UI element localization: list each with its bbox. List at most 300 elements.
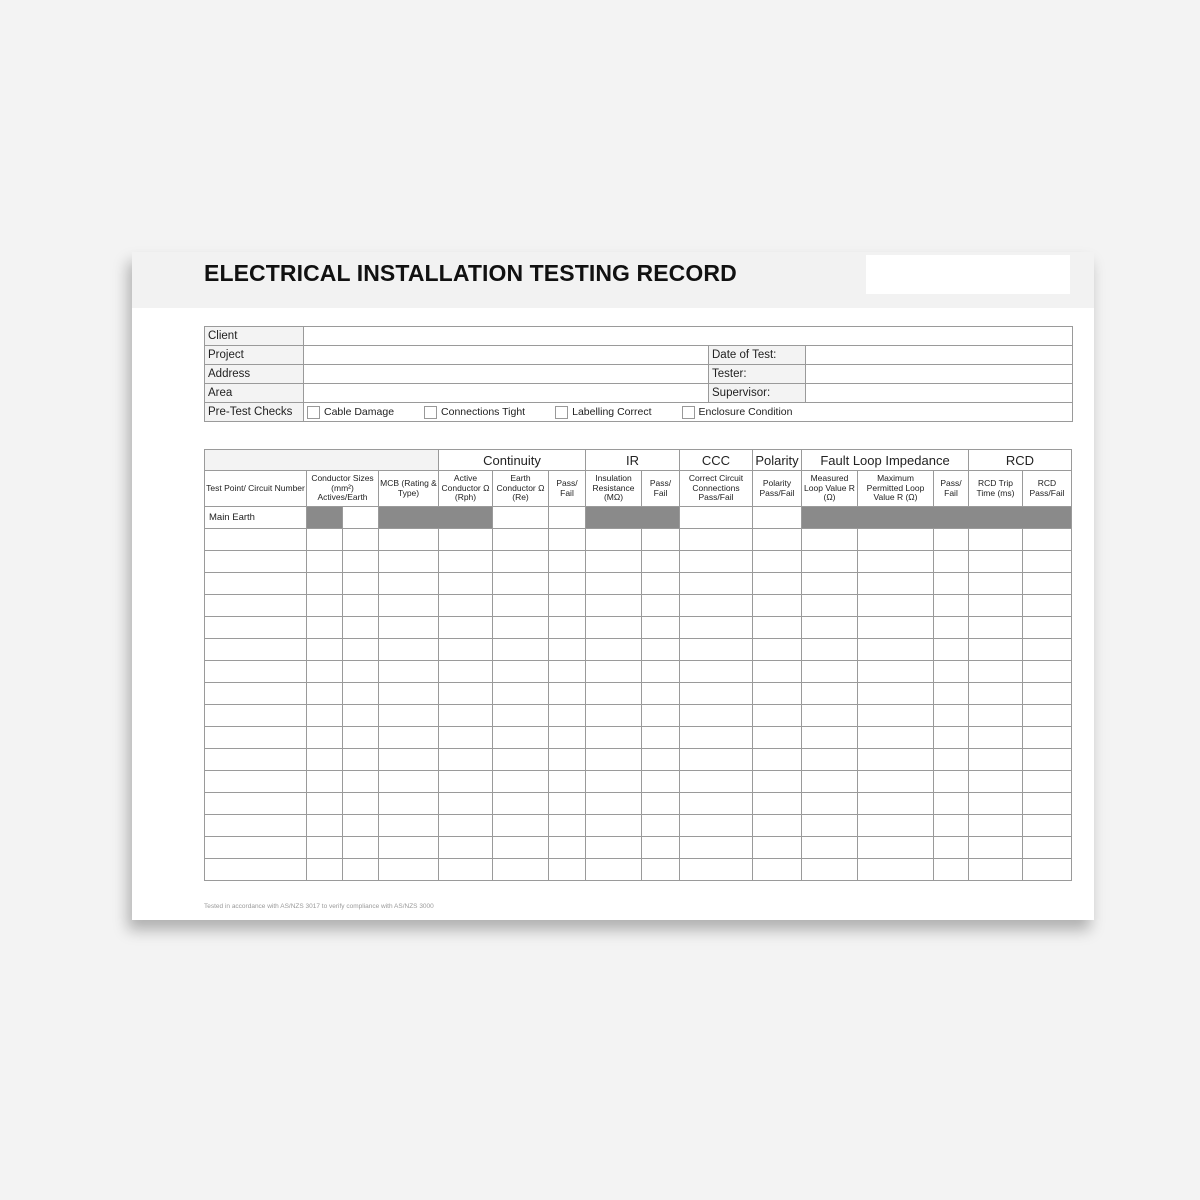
table-cell[interactable] [1023, 617, 1072, 639]
table-cell[interactable] [858, 727, 934, 749]
group-fault-loop-impedance: Fault Loop Impedance [802, 450, 969, 471]
table-cell[interactable] [586, 573, 642, 595]
table-cell[interactable] [205, 793, 307, 815]
table-cell[interactable] [343, 837, 379, 859]
table-cell[interactable] [680, 573, 753, 595]
table-cell[interactable] [969, 793, 1023, 815]
table-cell[interactable] [343, 859, 379, 881]
table-cell[interactable] [307, 573, 343, 595]
table-cell[interactable] [642, 859, 680, 881]
table-cell[interactable] [343, 529, 379, 551]
table-cell[interactable] [969, 683, 1023, 705]
table-cell[interactable] [802, 749, 858, 771]
table-cell[interactable] [343, 793, 379, 815]
table-cell[interactable] [753, 529, 802, 551]
pretest-checks-row [304, 403, 1073, 422]
table-cell[interactable] [642, 815, 680, 837]
table-cell[interactable] [934, 705, 969, 727]
table-cell[interactable] [493, 529, 549, 551]
table-cell[interactable] [1023, 551, 1072, 573]
table-cell[interactable] [205, 749, 307, 771]
table-cell[interactable] [802, 595, 858, 617]
table-cell[interactable] [586, 837, 642, 859]
table-cell[interactable] [205, 859, 307, 881]
table-cell[interactable] [586, 661, 642, 683]
table-cell[interactable] [934, 727, 969, 749]
header-earth-conductor: Earth Conductor Ω (Re) [493, 471, 549, 507]
table-cell[interactable] [753, 639, 802, 661]
table-cell[interactable] [753, 771, 802, 793]
table-cell[interactable] [802, 529, 858, 551]
table-cell[interactable] [343, 705, 379, 727]
table-cell[interactable] [343, 727, 379, 749]
table-cell[interactable] [307, 595, 343, 617]
table-cell[interactable] [549, 727, 586, 749]
table-cell[interactable] [205, 639, 307, 661]
tester-field[interactable] [806, 365, 1073, 384]
table-cell[interactable] [343, 771, 379, 793]
table-cell[interactable] [858, 771, 934, 793]
table-cell[interactable] [493, 683, 549, 705]
table-cell[interactable] [439, 749, 493, 771]
table-cell[interactable] [586, 771, 642, 793]
table-row [205, 683, 1072, 705]
table-cell[interactable] [934, 573, 969, 595]
table-cell[interactable] [969, 617, 1023, 639]
table-cell[interactable] [379, 705, 439, 727]
table-cell[interactable] [343, 617, 379, 639]
table-cell[interactable] [307, 749, 343, 771]
table-cell[interactable] [379, 551, 439, 573]
table-cell[interactable] [802, 837, 858, 859]
table-cell[interactable] [439, 683, 493, 705]
table-cell[interactable] [439, 551, 493, 573]
table-cell[interactable] [802, 661, 858, 683]
table-cell[interactable] [753, 727, 802, 749]
table-cell[interactable] [586, 617, 642, 639]
table-cell[interactable] [549, 661, 586, 683]
table-cell[interactable] [1023, 529, 1072, 551]
table-cell[interactable] [858, 705, 934, 727]
table-cell[interactable] [802, 617, 858, 639]
table-cell[interactable] [379, 573, 439, 595]
table-cell[interactable] [680, 551, 753, 573]
table-cell[interactable] [753, 837, 802, 859]
table-cell[interactable] [493, 595, 549, 617]
table-cell[interactable] [549, 529, 586, 551]
table-cell[interactable] [642, 793, 680, 815]
table-row [205, 617, 1072, 639]
table-cell[interactable] [934, 793, 969, 815]
table-cell[interactable] [753, 551, 802, 573]
date-of-test-field[interactable] [806, 346, 1073, 365]
table-cell[interactable] [379, 793, 439, 815]
table-cell[interactable] [307, 551, 343, 573]
table-cell[interactable] [969, 573, 1023, 595]
table-cell[interactable] [343, 573, 379, 595]
table-cell[interactable] [969, 771, 1023, 793]
table-cell[interactable] [802, 551, 858, 573]
table-cell[interactable] [858, 749, 934, 771]
table-cell[interactable] [205, 683, 307, 705]
table-cell[interactable] [586, 551, 642, 573]
table-cell[interactable] [642, 529, 680, 551]
table-cell[interactable] [493, 573, 549, 595]
table-cell[interactable] [379, 661, 439, 683]
table-cell[interactable] [969, 661, 1023, 683]
header-active-conductor: Active Conductor Ω (Rph) [439, 471, 493, 507]
table-cell[interactable] [379, 639, 439, 661]
table-cell[interactable] [753, 815, 802, 837]
table-cell[interactable] [934, 683, 969, 705]
table-cell[interactable] [680, 837, 753, 859]
table-cell[interactable] [493, 551, 549, 573]
table-cell[interactable] [493, 749, 549, 771]
table-cell[interactable] [205, 815, 307, 837]
table-cell[interactable] [934, 617, 969, 639]
table-cell[interactable] [858, 617, 934, 639]
table-cell[interactable] [802, 705, 858, 727]
table-cell[interactable] [753, 595, 802, 617]
table-cell[interactable] [379, 749, 439, 771]
table-cell[interactable] [307, 683, 343, 705]
table-cell[interactable] [858, 595, 934, 617]
table-cell[interactable] [642, 705, 680, 727]
table-cell[interactable] [858, 661, 934, 683]
client-field[interactable] [304, 327, 1073, 346]
table-cell[interactable] [642, 617, 680, 639]
table-cell[interactable] [549, 749, 586, 771]
table-cell[interactable] [680, 793, 753, 815]
table-row [205, 661, 1072, 683]
header-max-permitted-loop: Maximum Permitted Loop Value R (Ω) [858, 471, 934, 507]
table-cell[interactable] [379, 837, 439, 859]
table-cell[interactable] [205, 837, 307, 859]
table-cell[interactable] [439, 793, 493, 815]
table-cell[interactable] [753, 705, 802, 727]
table-cell[interactable] [802, 793, 858, 815]
table-cell[interactable] [642, 551, 680, 573]
table-cell[interactable] [858, 529, 934, 551]
table-cell[interactable] [586, 705, 642, 727]
check-enclosure-condition[interactable] [682, 406, 793, 419]
table-cell[interactable] [642, 661, 680, 683]
table-cell[interactable] [205, 551, 307, 573]
table-cell[interactable] [642, 595, 680, 617]
table-cell[interactable] [1023, 727, 1072, 749]
supervisor-field[interactable] [806, 384, 1073, 403]
table-cell[interactable] [802, 771, 858, 793]
table-cell[interactable] [307, 859, 343, 881]
table-row [205, 771, 1072, 793]
table-cell[interactable] [439, 771, 493, 793]
area-label: Area [205, 384, 304, 403]
table-cell[interactable] [858, 551, 934, 573]
table-cell[interactable] [439, 529, 493, 551]
checkbox-icon[interactable] [555, 406, 568, 419]
table-cell[interactable] [858, 793, 934, 815]
table-cell[interactable] [205, 705, 307, 727]
table-cell[interactable] [802, 727, 858, 749]
area-field[interactable] [304, 384, 709, 403]
table-cell[interactable] [586, 683, 642, 705]
table-cell[interactable] [439, 705, 493, 727]
table-cell[interactable] [969, 529, 1023, 551]
table-cell[interactable] [858, 573, 934, 595]
table-cell[interactable] [586, 595, 642, 617]
table-cell[interactable] [1023, 661, 1072, 683]
table-cell[interactable] [493, 771, 549, 793]
table-cell[interactable] [493, 507, 549, 529]
table-cell[interactable] [379, 815, 439, 837]
table-cell[interactable] [379, 529, 439, 551]
table-cell[interactable] [680, 815, 753, 837]
table-cell[interactable] [969, 815, 1023, 837]
table-cell[interactable] [642, 771, 680, 793]
table-cell[interactable] [307, 793, 343, 815]
table-cell[interactable] [343, 683, 379, 705]
table-cell[interactable] [680, 595, 753, 617]
table-cell[interactable] [642, 573, 680, 595]
checkbox-icon[interactable] [682, 406, 695, 419]
table-cell[interactable] [680, 683, 753, 705]
table-cell[interactable] [642, 639, 680, 661]
table-cell[interactable] [586, 727, 642, 749]
table-cell[interactable] [439, 595, 493, 617]
table-cell[interactable] [493, 815, 549, 837]
address-field[interactable] [304, 365, 709, 384]
table-cell[interactable] [439, 859, 493, 881]
table-cell[interactable] [549, 815, 586, 837]
table-cell[interactable] [1023, 595, 1072, 617]
table-cell[interactable] [586, 793, 642, 815]
table-cell[interactable] [680, 749, 753, 771]
table-cell[interactable] [802, 639, 858, 661]
table-cell[interactable] [493, 705, 549, 727]
table-cell[interactable] [343, 507, 379, 529]
table-cell[interactable] [493, 837, 549, 859]
table-cell[interactable] [753, 859, 802, 881]
table-cell[interactable] [1023, 837, 1072, 859]
table-cell[interactable] [205, 573, 307, 595]
supervisor-label: Supervisor: [709, 384, 806, 403]
table-cell[interactable] [1023, 639, 1072, 661]
table-cell[interactable] [493, 793, 549, 815]
table-cell[interactable] [205, 617, 307, 639]
header-insulation-resistance: Insulation Resistance (MΩ) [586, 471, 642, 507]
table-cell[interactable] [439, 815, 493, 837]
table-cell[interactable] [549, 837, 586, 859]
check-connections-tight[interactable] [424, 406, 525, 419]
table-cell[interactable] [379, 683, 439, 705]
header-correct-circuit: Correct Circuit Connections Pass/Fail [680, 471, 753, 507]
table-row [205, 859, 1072, 881]
table-cell[interactable] [969, 749, 1023, 771]
table-cell[interactable] [439, 837, 493, 859]
table-cell[interactable] [549, 573, 586, 595]
table-cell[interactable] [680, 639, 753, 661]
table-cell[interactable] [307, 617, 343, 639]
header-mcb: MCB (Rating & Type) [379, 471, 439, 507]
table-cell[interactable] [493, 859, 549, 881]
table-cell[interactable] [969, 639, 1023, 661]
table-cell[interactable] [969, 727, 1023, 749]
table-cell[interactable] [680, 507, 753, 529]
table-cell[interactable] [493, 639, 549, 661]
table-cell[interactable] [343, 595, 379, 617]
table-cell[interactable] [439, 727, 493, 749]
table-cell[interactable] [343, 551, 379, 573]
table-cell[interactable] [802, 815, 858, 837]
table-cell[interactable] [493, 617, 549, 639]
table-cell[interactable] [680, 859, 753, 881]
table-cell[interactable] [934, 639, 969, 661]
table-cell[interactable] [379, 727, 439, 749]
table-cell[interactable] [934, 771, 969, 793]
table-cell[interactable] [307, 815, 343, 837]
table-cell[interactable] [549, 705, 586, 727]
table-cell[interactable] [934, 551, 969, 573]
table-cell[interactable] [753, 661, 802, 683]
table-cell[interactable] [753, 507, 802, 529]
table-cell[interactable] [586, 815, 642, 837]
table-cell[interactable] [307, 771, 343, 793]
table-row-main-earth [205, 507, 1072, 529]
table-cell[interactable] [802, 573, 858, 595]
table-cell[interactable] [1023, 771, 1072, 793]
table-cell[interactable] [307, 837, 343, 859]
table-cell[interactable] [586, 529, 642, 551]
table-cell[interactable] [680, 617, 753, 639]
client-label: Client [205, 327, 304, 346]
table-cell[interactable] [680, 705, 753, 727]
table-cell[interactable] [934, 815, 969, 837]
table-cell[interactable] [439, 661, 493, 683]
table-cell[interactable] [307, 727, 343, 749]
table-cell[interactable] [858, 859, 934, 881]
table-cell[interactable] [1023, 815, 1072, 837]
table-cell[interactable] [549, 551, 586, 573]
table-cell[interactable] [307, 705, 343, 727]
table-cell[interactable] [379, 859, 439, 881]
table-cell[interactable] [680, 727, 753, 749]
table-cell[interactable] [205, 771, 307, 793]
shaded-cell [802, 507, 1072, 529]
table-cell[interactable] [753, 749, 802, 771]
table-cell[interactable] [969, 551, 1023, 573]
table-cell[interactable] [343, 815, 379, 837]
table-cell[interactable] [1023, 705, 1072, 727]
table-cell[interactable] [549, 793, 586, 815]
table-cell[interactable] [642, 683, 680, 705]
table-cell[interactable] [439, 639, 493, 661]
table-cell[interactable] [934, 749, 969, 771]
table-cell[interactable] [858, 815, 934, 837]
table-cell[interactable] [307, 639, 343, 661]
table-cell[interactable] [586, 749, 642, 771]
table-cell[interactable] [753, 617, 802, 639]
table-cell[interactable] [205, 529, 307, 551]
shaded-cell [586, 507, 680, 529]
table-cell[interactable] [379, 617, 439, 639]
table-cell[interactable] [205, 727, 307, 749]
table-cell[interactable] [858, 683, 934, 705]
table-cell[interactable] [753, 683, 802, 705]
checkbox-icon[interactable] [424, 406, 437, 419]
table-cell[interactable] [934, 859, 969, 881]
table-cell[interactable] [205, 595, 307, 617]
table-cell[interactable] [969, 859, 1023, 881]
table-cell[interactable] [307, 529, 343, 551]
check-label: Enclosure Condition [698, 406, 793, 418]
table-cell[interactable] [969, 705, 1023, 727]
table-cell[interactable] [753, 793, 802, 815]
table-cell[interactable] [642, 837, 680, 859]
table-cell[interactable] [1023, 859, 1072, 881]
table-cell[interactable] [680, 771, 753, 793]
table-cell[interactable] [439, 573, 493, 595]
checkbox-icon[interactable] [307, 406, 320, 419]
table-cell[interactable] [343, 749, 379, 771]
table-cell[interactable] [1023, 793, 1072, 815]
shaded-cell [379, 507, 493, 529]
table-cell[interactable] [549, 859, 586, 881]
table-cell[interactable] [307, 661, 343, 683]
table-cell[interactable] [969, 595, 1023, 617]
table-cell[interactable] [934, 837, 969, 859]
table-cell[interactable] [802, 683, 858, 705]
table-row [205, 639, 1072, 661]
table-cell[interactable] [379, 771, 439, 793]
table-cell[interactable] [586, 639, 642, 661]
table-cell[interactable] [1023, 749, 1072, 771]
table-cell[interactable] [549, 771, 586, 793]
test-results-table [204, 449, 1072, 881]
check-cable-damage[interactable] [307, 406, 394, 419]
logo-placeholder [866, 255, 1070, 294]
table-cell[interactable] [549, 683, 586, 705]
table-cell[interactable] [549, 595, 586, 617]
table-cell[interactable] [439, 617, 493, 639]
table-cell[interactable] [1023, 573, 1072, 595]
table-cell[interactable] [493, 661, 549, 683]
check-labelling-correct[interactable] [555, 406, 651, 419]
table-cell[interactable] [934, 595, 969, 617]
table-cell[interactable] [858, 639, 934, 661]
table-cell[interactable] [493, 727, 549, 749]
table-cell[interactable] [642, 727, 680, 749]
table-cell[interactable] [205, 661, 307, 683]
table-cell[interactable] [680, 661, 753, 683]
project-field[interactable] [304, 346, 709, 365]
table-cell[interactable] [802, 859, 858, 881]
table-cell[interactable] [549, 507, 586, 529]
table-cell[interactable] [969, 837, 1023, 859]
table-cell[interactable] [343, 661, 379, 683]
table-cell[interactable] [680, 529, 753, 551]
table-cell[interactable] [858, 837, 934, 859]
table-cell[interactable] [934, 529, 969, 551]
table-cell[interactable] [642, 749, 680, 771]
table-cell[interactable] [586, 859, 642, 881]
table-cell[interactable] [1023, 683, 1072, 705]
table-cell[interactable] [753, 573, 802, 595]
table-cell[interactable] [934, 661, 969, 683]
table-cell[interactable] [343, 639, 379, 661]
table-cell[interactable] [379, 595, 439, 617]
table-cell[interactable] [549, 617, 586, 639]
table-cell[interactable] [549, 639, 586, 661]
